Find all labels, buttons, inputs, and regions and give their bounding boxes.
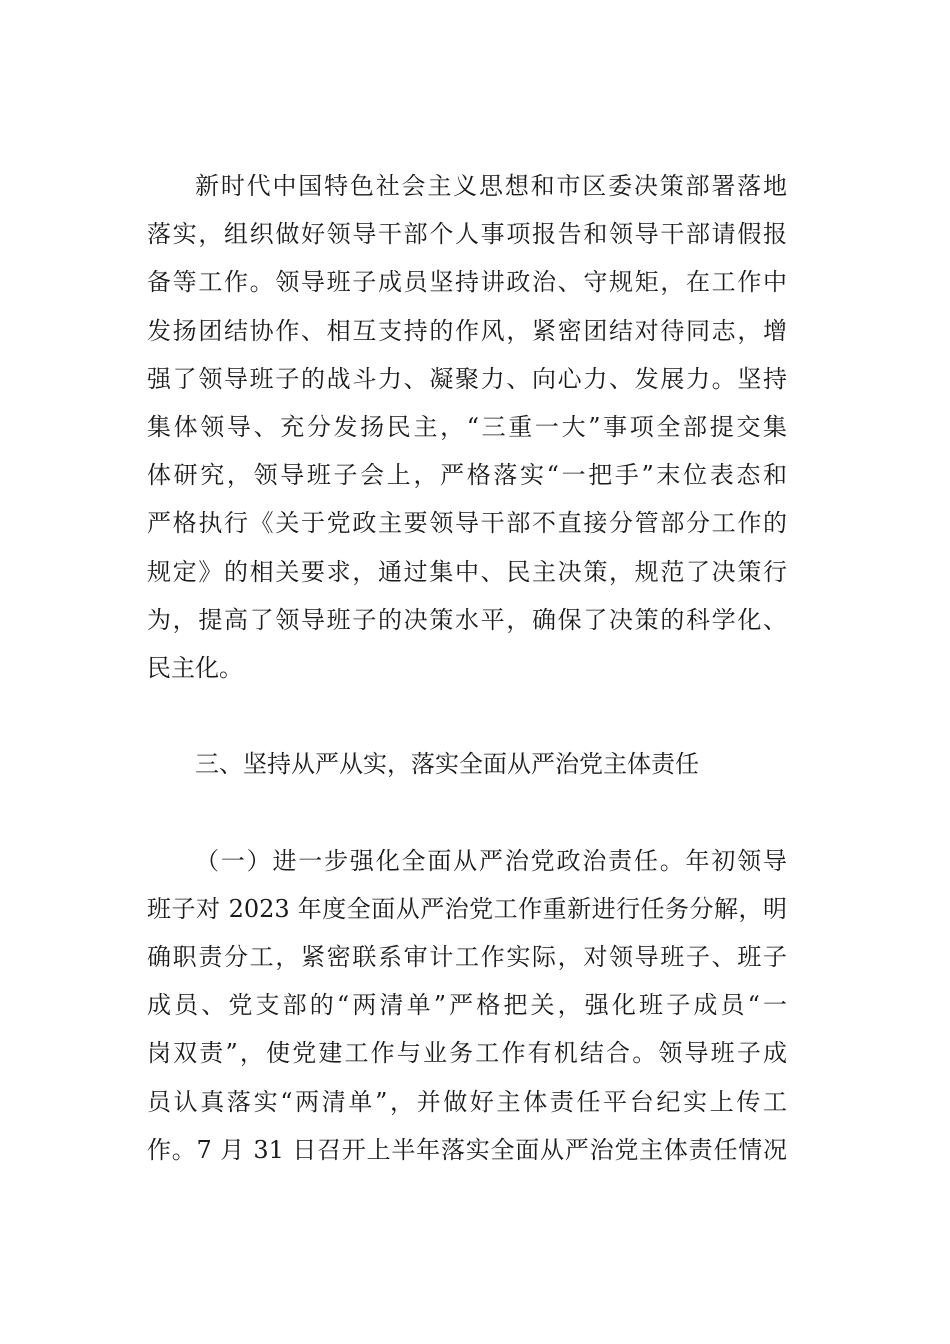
text-line: 为，提高了领导班子的决策水平，确保了决策的科学化、 — [147, 605, 787, 634]
text-line: 员认真落实“两清单”，并做好主体责任平台纪实上传工 — [147, 1087, 787, 1116]
text-line: 发扬团结协作、相互支持的作风，紧密团结对待同志，增 — [147, 316, 787, 345]
paragraph-spacer — [147, 692, 787, 740]
document-body — [147, 162, 787, 1174]
text-line: （一）进一步强化全面从严治党政治责任。年初领导 — [195, 846, 787, 875]
heading-line: 三、坚持从严从实，落实全面从严治党主体责任 — [195, 750, 699, 779]
paragraph-spacer — [147, 788, 787, 836]
text-line: 班子对 2023 年度全面从严治党工作重新进行任务分解，明 — [147, 894, 787, 923]
section-heading — [147, 740, 787, 788]
text-line: 成员、党支部的“两清单”严格把关，强化班子成员“一 — [147, 991, 787, 1020]
text-line: 规定》的相关要求，通过集中、民主决策，规范了决策行 — [147, 557, 787, 586]
text-line: 强了领导班子的战斗力、凝聚力、向心力、发展力。坚持 — [147, 364, 787, 393]
paragraph — [147, 162, 787, 692]
text-line: 备等工作。领导班子成员坚持讲政治、守规矩，在工作中 — [147, 268, 787, 297]
text-line: 岗双责”，使党建工作与业务工作有机结合。领导班子成 — [147, 1039, 787, 1068]
paragraph — [147, 837, 787, 1174]
text-line: 作。7 月 31 日召开上半年落实全面从严治党主体责任情况 — [147, 1135, 787, 1164]
text-line: 民主化。 — [147, 653, 243, 682]
text-line: 集体领导、充分发扬民主，“三重一大”事项全部提交集 — [147, 412, 787, 441]
text-line: 体研究，领导班子会上，严格落实“一把手”末位表态和 — [147, 461, 787, 490]
text-line: 落实，组织做好领导干部个人事项报告和领导干部请假报 — [147, 220, 787, 249]
text-line: 确职责分工，紧密联系审计工作实际，对领导班子、班子 — [147, 943, 787, 971]
text-line: 严格执行《关于党政主要领导干部不直接分管部分工作的 — [147, 509, 787, 538]
text-line: 新时代中国特色社会主义思想和市区委决策部署落地 — [195, 172, 787, 200]
